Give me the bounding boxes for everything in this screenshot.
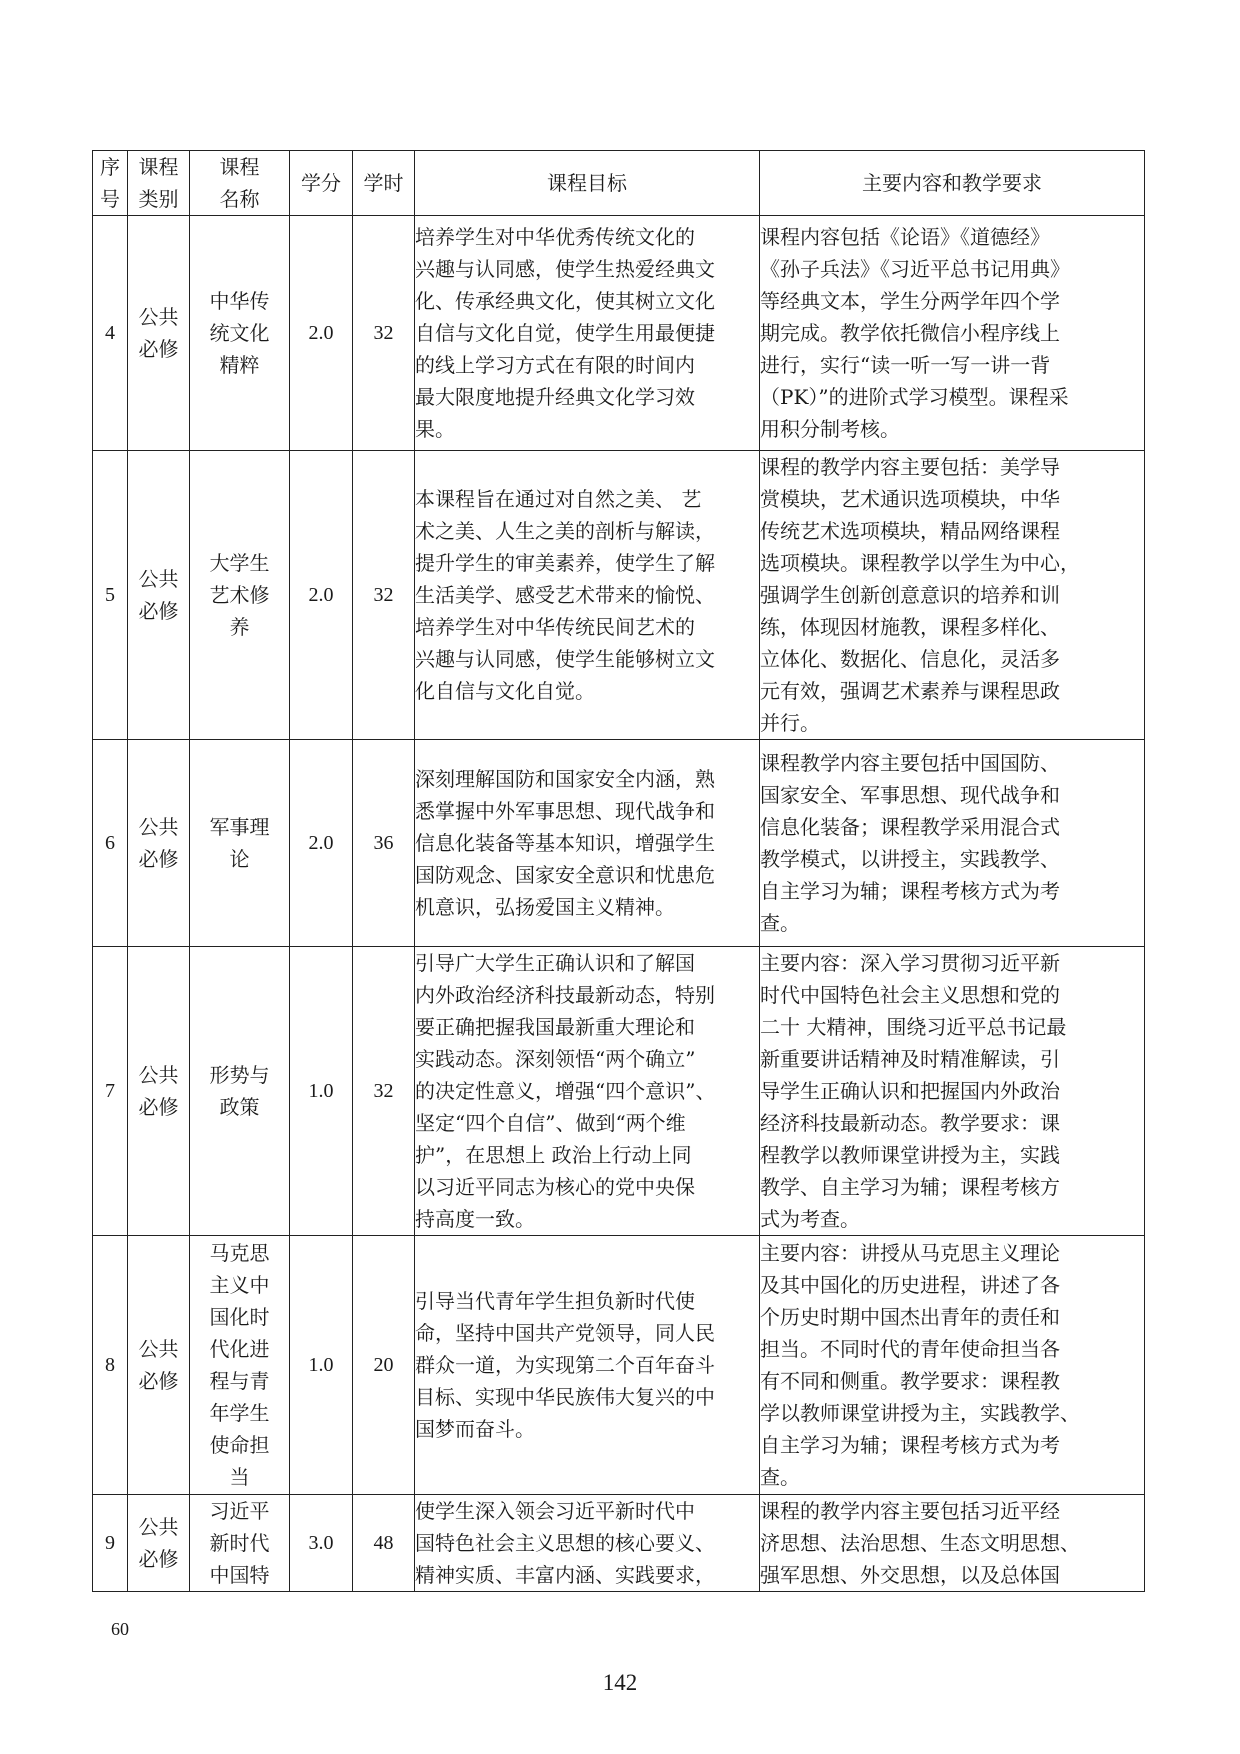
page-number-center: 142 <box>602 1670 638 1695</box>
course-table <box>92 150 1145 1592</box>
cell-goal: 培养学生对中华优秀传统文化的 兴趣与认同感，使学生热爱经典文 化、传承经典文化，使其树立文化 自信与文化自觉，使学生用最便捷 的线上学习方式在有限的时间内 最大限度地提升经典文化学习效 果。 <box>415 216 760 451</box>
cell-course-name: 军事理 论 <box>190 740 290 947</box>
header-goal: 课程目标 <box>415 151 760 216</box>
cell-goal: 深刻理解国防和国家安全内涵，熟 悉掌握中外军事思想、现代战争和 信息化装备等基本知识，增强学生 国防观念、国家安全意识和忧患危 机意识，弘扬爱国主义精神。 <box>415 740 760 947</box>
cell-category: 公共 必修 <box>128 740 190 947</box>
table-row <box>93 1236 1145 1495</box>
header-content: 主要内容和教学要求 <box>760 151 1145 216</box>
cell-hours: 32 <box>353 451 415 740</box>
cell-hours: 32 <box>353 947 415 1236</box>
cell-category: 公共 必修 <box>128 451 190 740</box>
cell-course-name: 大学生 艺术修 养 <box>190 451 290 740</box>
cell-category: 公共 必修 <box>128 216 190 451</box>
cell-credit: 2.0 <box>290 740 353 947</box>
cell-goal: 使学生深入领会习近平新时代中 国特色社会主义思想的核心要义、 精神实质、丰富内涵、实践要求， <box>415 1495 760 1592</box>
table-row <box>93 947 1145 1236</box>
cell-content: 课程教学内容主要包括中国国防、 国家安全、军事思想、现代战争和 信息化装备；课程教学采用混合式 教学模式，以讲授主，实践教学、 自主学习为辅；课程考核方式为考 查。 <box>760 740 1145 947</box>
cell-seq: 9 <box>93 1495 128 1592</box>
cell-goal: 本课程旨在通过对自然之美、 艺 术之美、人生之美的剖析与解读， 提升学生的审美素养，使学生了解 生活美学、感受艺术带来的愉悦、 培养学生对中华传统民间艺术的 兴趣与认同感，使学生能够树立文 化自信与文化自觉。 <box>415 451 760 740</box>
header-row <box>93 151 1145 216</box>
cell-credit: 1.0 <box>290 947 353 1236</box>
table-row <box>93 1495 1145 1592</box>
cell-category: 公共 必修 <box>128 947 190 1236</box>
cell-course-name: 中华传 统文化 精粹 <box>190 216 290 451</box>
cell-hours: 32 <box>353 216 415 451</box>
cell-credit: 2.0 <box>290 451 353 740</box>
table-row <box>93 740 1145 947</box>
header-name: 课程 名称 <box>190 151 290 216</box>
page-number-left: 60 <box>111 1619 129 1639</box>
cell-goal: 引导广大学生正确认识和了解国 内外政治经济科技最新动态，特别 要正确把握我国最新重大理论和 实践动态。深刻领悟“两个确立” 的决定性意义，增强“四个意识”、 坚定“四个自信”、做到“两个维 护”，在思想上 政治上行动上同 以习近平同志为核心的党中央保 持高度一致。 <box>415 947 760 1236</box>
cell-seq: 4 <box>93 216 128 451</box>
cell-category: 公共 必修 <box>128 1236 190 1495</box>
cell-seq: 5 <box>93 451 128 740</box>
table-row <box>93 451 1145 740</box>
header-seq: 序 号 <box>93 151 128 216</box>
cell-content: 课程的教学内容主要包括习近平经 济思想、法治思想、生态文明思想、 强军思想、外交思想，以及总体国 <box>760 1495 1145 1592</box>
cell-content: 主要内容：讲授从马克思主义理论 及其中国化的历史进程，讲述了各 个历史时期中国杰出青年的责任和 担当。不同时代的青年使命担当各 有不同和侧重。教学要求：课程教 学以教师课堂讲授为主，实践教学、 自主学习为辅；课程考核方式为考 查。 <box>760 1236 1145 1495</box>
header-category: 课程 类别 <box>128 151 190 216</box>
cell-hours: 20 <box>353 1236 415 1495</box>
cell-hours: 48 <box>353 1495 415 1592</box>
cell-credit: 2.0 <box>290 216 353 451</box>
cell-course-name: 马克思 主义中 国化时 代化进 程与青 年学生 使命担 当 <box>190 1236 290 1495</box>
cell-hours: 36 <box>353 740 415 947</box>
cell-course-name: 习近平 新时代 中国特 <box>190 1495 290 1592</box>
cell-content: 课程的教学内容主要包括：美学导 赏模块，艺术通识选项模块，中华 传统艺术选项模块，精品网络课程 选项模块。课程教学以学生为中心， 强调学生创新创意意识的培养和训 练，体现因材施教，课程多样化、 立体化、数据化、信息化，灵活多 元有效，强调艺术素养与课程思政 并行。 <box>760 451 1145 740</box>
cell-category: 公共 必修 <box>128 1495 190 1592</box>
cell-seq: 8 <box>93 1236 128 1495</box>
cell-credit: 1.0 <box>290 1236 353 1495</box>
cell-credit: 3.0 <box>290 1495 353 1592</box>
header-credit: 学分 <box>290 151 353 216</box>
cell-seq: 7 <box>93 947 128 1236</box>
table-row <box>93 216 1145 451</box>
cell-seq: 6 <box>93 740 128 947</box>
cell-course-name: 形势与 政策 <box>190 947 290 1236</box>
cell-content: 主要内容：深入学习贯彻习近平新 时代中国特色社会主义思想和党的 二十 大精神，围绕习近平总书记最 新重要讲话精神及时精准解读，引 导学生正确认识和把握国内外政治 经济科技最新动态。教学要求：课 程教学以教师课堂讲授为主，实践 教学、自主学习为辅；课程考核方 式为考查。 <box>760 947 1145 1236</box>
cell-goal: 引导当代青年学生担负新时代使 命，坚持中国共产党领导，同人民 群众一道，为实现第二个百年奋斗 目标、实现中华民族伟大复兴的中 国梦而奋斗。 <box>415 1236 760 1495</box>
cell-content: 课程内容包括《论语》《道德经》 《孙子兵法》《习近平总书记用典》 等经典文本，学生分两学年四个学 期完成。教学依托微信小程序线上 进行，实行“读一听一写一讲一背 （PK）”的进阶式学习模型。课程采 用积分制考核。 <box>760 216 1145 451</box>
header-hours: 学时 <box>353 151 415 216</box>
